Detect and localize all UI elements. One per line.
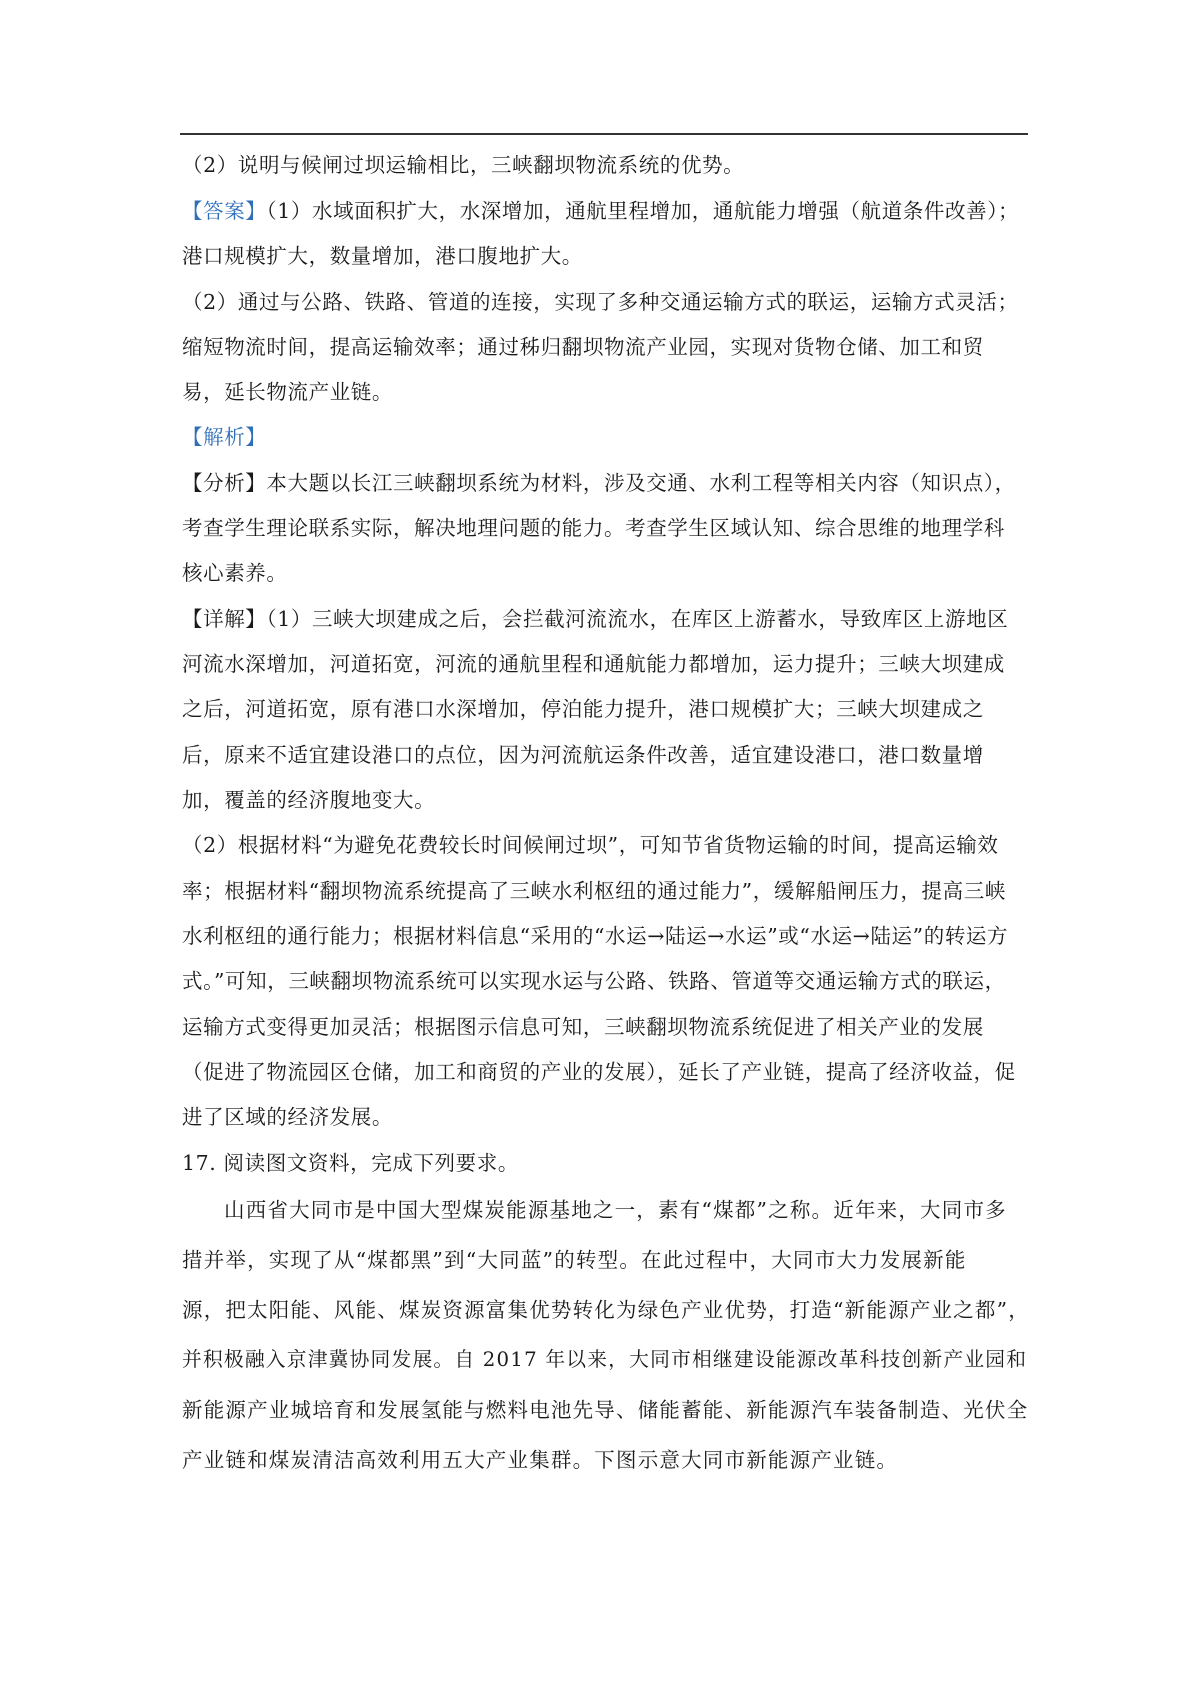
passage-line-5: 新能源产业城培育和发展氢能与燃料电池先导、储能蓄能、新能源汽车装备制造、光伏全 xyxy=(182,1398,1029,1422)
answer-line-4: 缩短物流时间，提高运输效率；通过秭归翻坝物流产业园，实现对货物仓储、加工和贸 xyxy=(182,335,984,359)
answer-label: 【答案】 xyxy=(182,199,267,223)
passage-line-3: 源，把太阳能、风能、煤炭资源富集优势转化为绿色产业优势，打造“新能源产业之都”， xyxy=(182,1298,1030,1322)
question-part2: （2）说明与候闸过坝运输相比，三峡翻坝物流系统的优势。 xyxy=(182,153,745,177)
answer-line-3: （2）通过与公路、铁路、管道的连接，实现了多种交通运输方式的联运，运输方式灵活； xyxy=(182,290,1019,314)
detail-line-6: （2）根据材料“为避免花费较长时间候闸过坝”，可知节省货物运输的时间，提高运输效 xyxy=(182,833,999,857)
analysis-line-2: 考查学生理论联系实际，解决地理问题的能力。考查学生区域认知、综合思维的地理学科 xyxy=(182,516,1005,540)
passage-line-1: 山西省大同市是中国大型煤炭能源基地之一，素有“煤都”之称。近年来，大同市多 xyxy=(224,1198,1007,1222)
answer-text: （1）水域面积扩大，水深增加，通航里程增加，通航能力增强（航道条件改善）； xyxy=(266,199,1020,223)
answer-line-2: 港口规模扩大，数量增加，港口腹地扩大。 xyxy=(182,244,583,268)
detail-line-4: 后，原来不适宜建设港口的点位，因为河流航运条件改善，适宜建设港口，港口数量增 xyxy=(182,743,984,767)
answer-line-1 xyxy=(182,196,1019,226)
detail-line-5: 加，覆盖的经济腹地变大。 xyxy=(182,788,436,812)
passage-line-4: 并积极融入京津冀协同发展。自 2017 年以来，大同市相继建设能源改革科技创新产业园和 xyxy=(182,1348,1028,1371)
detail-line-11: （促进了物流园区仓储，加工和商贸的产业的发展），延长了产业链，提高了经济收益，促 xyxy=(182,1060,1016,1084)
detail-line-10: 运输方式变得更加灵活；根据图示信息可知，三峡翻坝物流系统促进了相关产业的发展 xyxy=(182,1015,984,1039)
header-rule xyxy=(180,133,1028,135)
passage-line-2: 措并举，实现了从“煤都黑”到“大同蓝”的转型。在此过程中，大同市大力发展新能 xyxy=(182,1248,967,1272)
analysis-line-3: 核心素养。 xyxy=(182,561,288,585)
analysis-label: 【解析】 xyxy=(182,425,267,449)
detail-line-2: 河流水深增加，河道拓宽，河流的通航里程和通航能力都增加，运力提升；三峡大坝建成 xyxy=(182,652,1005,676)
detail-line-8: 水利枢纽的通行能力；根据材料信息“采用的“水运→陆运→水运”或“水运→陆运”的转运方 xyxy=(182,924,1009,948)
detail-line-12: 进了区域的经济发展。 xyxy=(182,1105,393,1129)
detail-line-9: 式。”可知，三峡翻坝物流系统可以实现水运与公路、铁路、管道等交通运输方式的联运， xyxy=(182,969,1006,993)
detail-line-1: 【详解】（1）三峡大坝建成之后，会拦截河流流水，在库区上游蓄水，导致库区上游地区 xyxy=(182,607,1009,631)
question17-title: 17. 阅读图文资料，完成下列要求。 xyxy=(182,1151,519,1175)
detail-line-3: 之后，河道拓宽，原有港口水深增加，停泊能力提升，港口规模扩大；三峡大坝建成之 xyxy=(182,697,984,721)
analysis-line-1: 【分析】本大题以长江三峡翻坝系统为材料，涉及交通、水利工程等相关内容（知识点）， xyxy=(182,471,1016,495)
answer-line-5: 易，延长物流产业链。 xyxy=(182,380,393,404)
passage-line-6: 产业链和煤炭清洁高效利用五大产业集群。下图示意大同市新能源产业链。 xyxy=(182,1448,899,1472)
detail-line-7: 率；根据材料“翻坝物流系统提高了三峡水利枢纽的通过能力”，缓解船闸压力，提高三峡 xyxy=(182,879,1006,903)
